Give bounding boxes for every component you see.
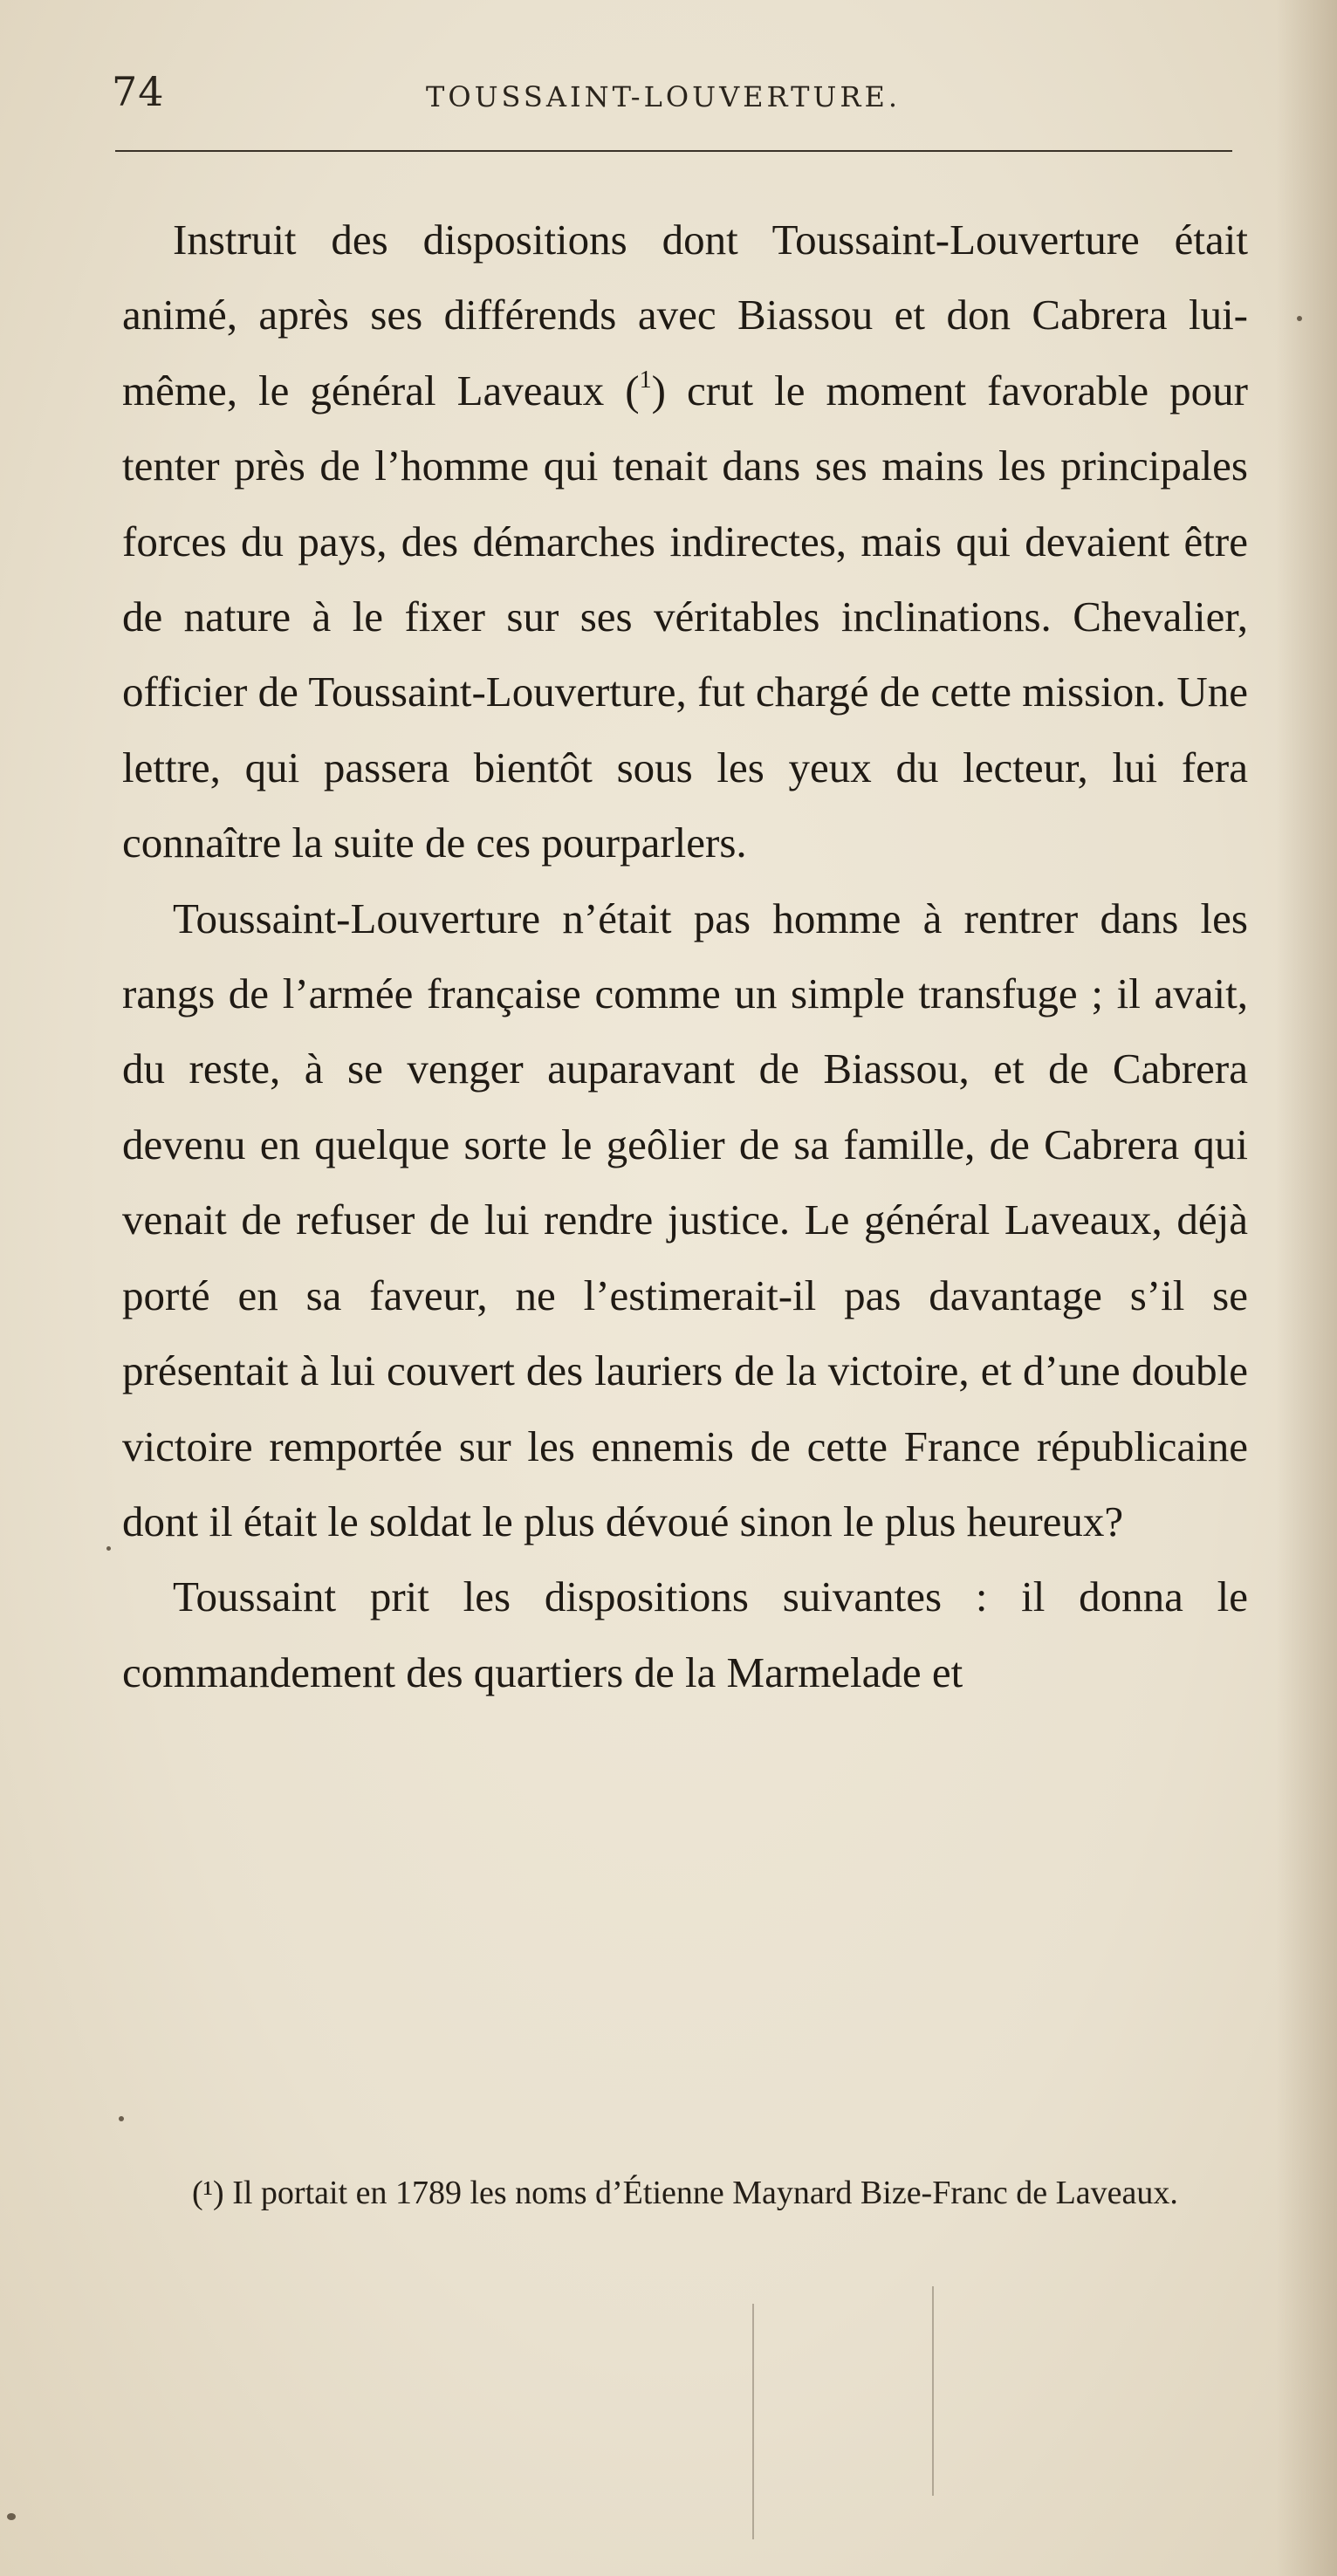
paragraph-2: Toussaint-Louverture n’était pas homme à rentrer dans les rangs de l’armée française comme un simple transfuge ; il avait, du reste, à se venger auparavant de Biassou, et de Cabrera devenu en quelque sorte le geôlier de sa famille, de Cabrera qui venait de refuser de lui rendre justice. Le général Laveaux, déjà porté en sa faveur, ne l’estimerait-il pas davantage s’il se présentait à lui couvert des lauriers de la victoire, et d’une double victoire remportée sur les ennemis de cette France républicaine dont il était le soldat le plus dévoué sinon le plus heureux? (122, 894, 1248, 1545)
page-edge-shadow (1276, 0, 1337, 2576)
ink-speck (7, 2513, 16, 2520)
footnote-reference: 1 (639, 366, 652, 394)
header-rule (115, 150, 1232, 152)
footnote (145, 2164, 1271, 2222)
paragraph-1-text-b: ) crut le moment favorable pour tenter près de l’homme qui tenait dans ses mains les principales forces du pays, des démarches indirectes, mais qui devaient être de nature à le fixer sur ses véritables inclinations. Chevalier, officier de Toussaint-Louverture, fut chargé de cette mission. Une lettre, qui passera bientôt sous les yeux du lecteur, lui fera connaître la suite de ces pourparlers. (122, 366, 1248, 867)
running-title: TOUSSAINT-LOUVERTURE. (426, 80, 901, 113)
paragraph-1-text-a: Instruit des dispositions dont Toussaint-Louverture était animé, après ses différends avec Biassou et don Cabrera lui-même, le général Laveaux ( (122, 216, 1248, 414)
running-head (112, 68, 1238, 120)
body-text (122, 202, 1248, 1710)
paragraph-3: Toussaint prit les dispositions suivantes : il donna le commandement des quartiers de la Marmelade et (122, 1572, 1248, 1696)
page-number: 74 (112, 68, 165, 115)
ink-speck (119, 2116, 124, 2121)
ink-speck (106, 1546, 111, 1551)
footnote-marker: (¹) (192, 2175, 224, 2211)
footnote-line (145, 2164, 1271, 2222)
footnote-text: Il portait en 1789 les noms d’Étienne Maynard Bize-Franc de Laveaux. (232, 2175, 1178, 2211)
paragraph-1 (122, 202, 1248, 881)
pencil-mark (932, 2286, 934, 2496)
ink-speck (1297, 316, 1302, 321)
pencil-mark (752, 2304, 754, 2539)
